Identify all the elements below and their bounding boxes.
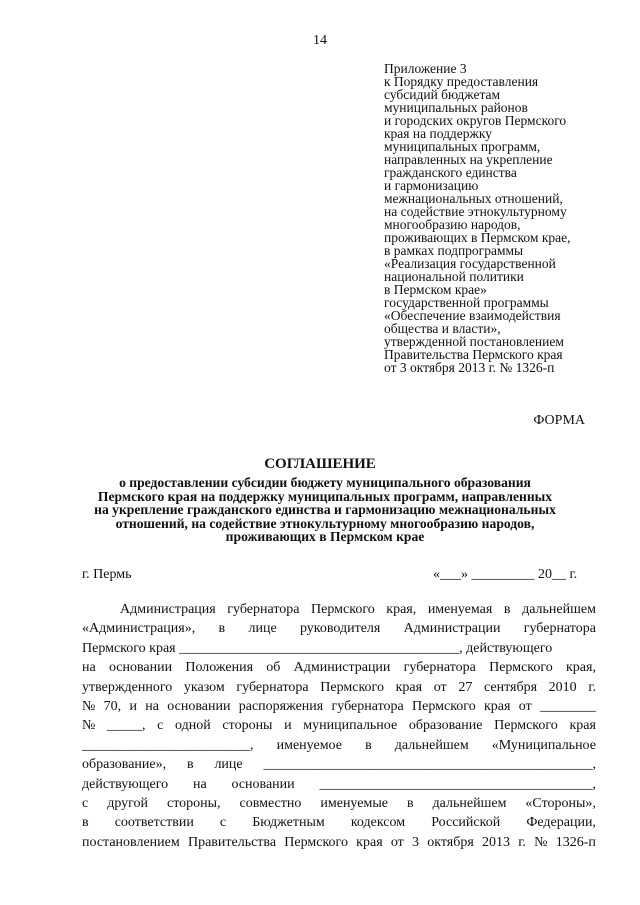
body-line — [82, 794, 596, 813]
appendix-line: на содействие этнокультурному — [384, 204, 567, 219]
appendix-line: национальной политики — [384, 269, 524, 284]
appendix-line: утвержденной постановлением — [384, 334, 564, 349]
body-word: Администрации — [293, 660, 391, 676]
page-number: 14 — [313, 33, 327, 48]
body-word: № — [82, 718, 96, 734]
appendix-line: направленных на укрепление — [384, 152, 553, 167]
body-word: распоряжения — [238, 699, 324, 715]
document-subtitle — [60, 476, 590, 544]
body-line — [82, 716, 596, 735]
appendix-line: и городских округов Пермского — [384, 113, 567, 128]
body-word: основании — [231, 776, 295, 792]
body-word: губернатора — [523, 621, 596, 637]
body-word: «Стороны», — [525, 796, 596, 812]
body-word: Пермского края ________________________________________, действующего — [82, 640, 553, 656]
appendix-line: в Пермском крае» — [384, 282, 487, 297]
body-word: в — [365, 737, 372, 753]
body-line — [82, 658, 596, 677]
body-word: дальнейшем — [522, 602, 596, 617]
body-word: Пермского — [412, 699, 476, 715]
appendix-line: Правительства Пермского края — [384, 347, 563, 362]
body-word: Пермского — [311, 602, 375, 617]
body-word: утвержденного — [82, 679, 173, 695]
body-word: Пермского — [284, 834, 348, 850]
body-line — [82, 639, 596, 658]
body-word: № — [82, 699, 96, 715]
body-word: края, — [566, 660, 596, 676]
body-word: с — [157, 718, 164, 734]
body-word: соответствии — [114, 815, 194, 831]
appendix-line: проживающих в Пермском крае, — [384, 230, 571, 245]
body-word: «Муниципальное — [491, 737, 596, 753]
body-word: кодексом — [350, 815, 406, 831]
body-word: об — [266, 660, 281, 676]
appendix-line: в рамках подпрограммы — [384, 243, 524, 258]
body-word: губернатора — [236, 679, 309, 695]
body-word: края, — [386, 602, 417, 617]
appendix-line: субсидий бюджетам — [384, 87, 501, 102]
appendix-line: многообразию народов, — [384, 217, 521, 232]
body-word: муниципальное — [303, 718, 398, 734]
body-line — [82, 775, 596, 794]
body-word: дальнейшем — [432, 796, 507, 812]
body-word: руководителя — [299, 621, 381, 637]
body-word: с — [82, 796, 89, 812]
body-word: в — [218, 621, 226, 637]
body-word: _______________________________________________, — [263, 757, 596, 773]
appendix-line: края на поддержку — [384, 126, 492, 141]
body-word: в — [503, 602, 511, 617]
body-word: в — [406, 796, 414, 812]
body-line — [82, 813, 596, 832]
body-word: г. — [518, 834, 526, 850]
body-line — [82, 600, 596, 619]
appendix-line: муниципальных программ, — [384, 139, 541, 154]
body-word: образование — [408, 718, 483, 734]
body-line — [82, 833, 596, 852]
city-label: г. Пермь — [82, 567, 132, 582]
body-word: в — [186, 757, 194, 773]
body-word: 27 — [458, 679, 473, 695]
subtitle-line: на укрепление гражданского единства и гармонизацию межнациональных — [94, 502, 556, 517]
body-word: октября — [427, 834, 474, 850]
document-title: СОГЛАШЕНИЕ — [264, 456, 376, 472]
appendix-line: и гармонизацию — [384, 178, 479, 193]
appendix-line: общества и власти», — [384, 321, 501, 336]
body-word: основании — [167, 699, 231, 715]
body-word: «Администрация», — [82, 621, 196, 637]
body-word: образование», — [82, 757, 167, 773]
body-word: Пермского — [489, 660, 553, 676]
body-word: от — [390, 834, 404, 850]
body-word: края — [356, 834, 383, 850]
appendix-line: «Реализация государственной — [384, 256, 556, 271]
body-word: Администрация — [120, 602, 216, 617]
body-word: указом — [183, 679, 225, 695]
appendix-block — [384, 62, 624, 374]
body-word: № — [534, 834, 548, 850]
body-word: действующего — [82, 776, 169, 792]
body-word: 70, — [103, 699, 122, 715]
body-word: дальнейшем — [394, 737, 469, 753]
body-word: губернатора — [331, 699, 404, 715]
body-word: на — [82, 660, 96, 676]
date-field: «___» _________ 20__ г. — [433, 567, 578, 582]
body-line — [82, 619, 596, 638]
appendix-line: от 3 октября 2013 г. № 1326-п — [384, 360, 555, 375]
appendix-line: к Порядку предоставления — [384, 74, 539, 89]
body-word: другой — [107, 796, 149, 812]
body-word: 3 — [412, 834, 420, 850]
appendix-line: государственной программы — [384, 295, 549, 310]
body-word: и — [284, 718, 292, 734]
body-word: Российской — [431, 815, 501, 831]
body-word: в — [82, 815, 89, 831]
body-word: ________________________, — [82, 737, 254, 753]
body-word: Бюджетным — [252, 815, 325, 831]
body-word: г. — [588, 679, 596, 695]
body-word: от — [433, 679, 447, 695]
body-word: Администрации — [403, 621, 501, 637]
body-word: края — [395, 679, 423, 695]
body-word: губернатора — [227, 602, 300, 617]
body-word: лице — [214, 757, 243, 773]
body-word: стороны, — [167, 796, 221, 812]
appendix-line: Приложение 3 — [384, 61, 467, 76]
body-word: Пермского — [494, 718, 558, 734]
body-word: Положения — [185, 660, 254, 676]
body-word: губернатора — [403, 660, 476, 676]
body-word: именуемое — [276, 737, 342, 753]
body-word: Федерации, — [526, 815, 596, 831]
body-word: на — [145, 699, 159, 715]
body-word: совместно — [239, 796, 302, 812]
appendix-line: муниципальных районов — [384, 100, 528, 115]
appendix-line: межнациональных отношений, — [384, 191, 563, 206]
body-line — [82, 697, 596, 716]
subtitle-line: о предоставлении субсидии бюджету муниципального образования — [119, 475, 531, 490]
subtitle-line: Пермского края на поддержку муниципальных программ, направленных — [97, 488, 553, 504]
agreement-body — [82, 600, 596, 852]
body-word: _______________________________________, — [319, 776, 596, 792]
body-word: стороны — [222, 718, 273, 734]
body-line — [82, 736, 596, 755]
body-word: Пермского — [320, 679, 384, 695]
body-word: края — [484, 699, 511, 715]
subtitle-line: отношений, на содействие этнокультурному многообразию народов, — [115, 515, 535, 531]
body-word: с — [219, 815, 227, 831]
body-word: лице — [248, 621, 277, 637]
body-word: Правительства — [187, 834, 277, 850]
body-word: одной — [175, 718, 211, 734]
body-word: края — [569, 718, 596, 734]
body-word: основании — [108, 660, 173, 676]
subtitle-line: проживающих в Пермском крае — [225, 529, 425, 544]
body-word: сентября — [483, 679, 538, 695]
form-label: ФОРМА — [533, 413, 585, 428]
body-line — [82, 678, 596, 697]
body-word: именуемые — [320, 796, 388, 812]
body-word: 1326-п — [555, 834, 596, 850]
body-word: ________ — [540, 699, 596, 715]
body-word: 2010 — [548, 679, 577, 695]
body-line — [82, 755, 596, 774]
body-word: постановлением — [82, 834, 180, 850]
body-word: 2013 — [482, 834, 511, 850]
appendix-line: «Обеспечение взаимодействия — [384, 308, 561, 323]
body-word: и — [129, 699, 137, 715]
body-word: именуемая — [427, 602, 493, 617]
body-word: на — [192, 776, 207, 792]
body-word: _____, — [107, 718, 146, 734]
body-word: от — [518, 699, 532, 715]
appendix-line: гражданского единства — [384, 165, 517, 180]
